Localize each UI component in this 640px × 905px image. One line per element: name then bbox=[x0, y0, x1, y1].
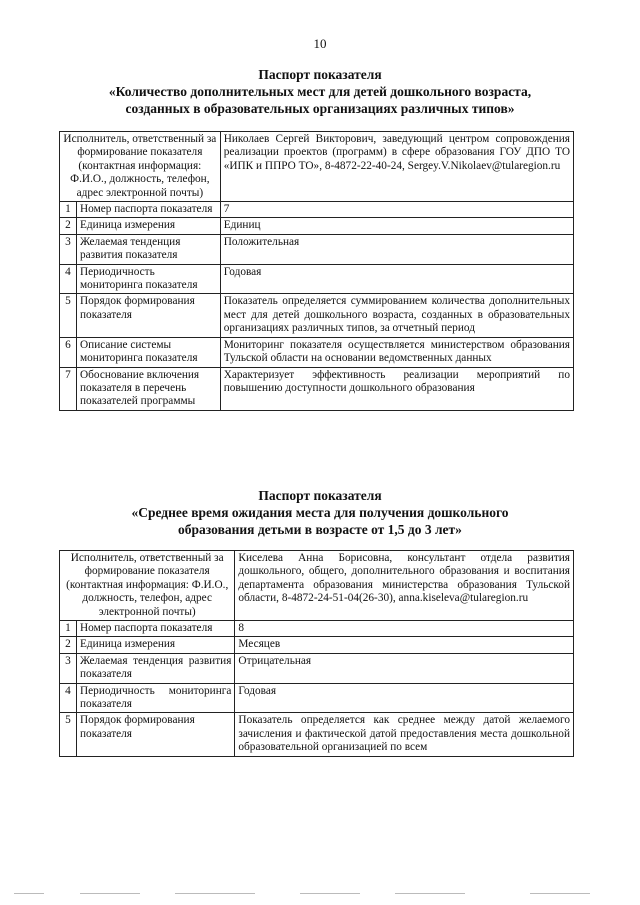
row-value: Годовая bbox=[220, 264, 573, 294]
row-number: 7 bbox=[60, 367, 77, 410]
table-row bbox=[60, 713, 574, 756]
row-label-word: Желаемая bbox=[80, 654, 128, 667]
row-label-rest: показателя bbox=[80, 668, 132, 681]
table-row bbox=[60, 653, 574, 683]
row-value: 7 bbox=[220, 202, 573, 218]
passport-2-title: Паспорт показателя bbox=[258, 488, 382, 503]
row-label: Единица измерения bbox=[77, 218, 221, 234]
table-row bbox=[60, 294, 574, 337]
row-number: 5 bbox=[60, 294, 77, 337]
row-label: Единица измерения bbox=[77, 637, 235, 653]
row-label: Периодичность мониторинга показателя bbox=[77, 264, 221, 294]
table-row bbox=[60, 337, 574, 367]
table-row bbox=[60, 367, 574, 410]
passport-1-title: Паспорт показателя bbox=[258, 67, 382, 82]
row-number: 5 bbox=[60, 713, 77, 756]
row-number: 4 bbox=[60, 264, 77, 294]
passport-2-subtitle-line2: образования детьми в возрасте от 1,5 до 3 лет» bbox=[178, 522, 462, 537]
table-row bbox=[60, 202, 574, 218]
passport-2-table bbox=[59, 550, 574, 757]
passport-2-heading bbox=[40, 487, 600, 538]
table-row bbox=[60, 218, 574, 234]
row-label: Номер паспорта показателя bbox=[77, 202, 221, 218]
passport-1-header-row bbox=[60, 132, 574, 202]
passport-1-subtitle-line1: «Количество дополнительных мест для детей дошкольного возраста, bbox=[108, 84, 532, 99]
row-value: Годовая bbox=[235, 683, 574, 713]
table-row bbox=[60, 264, 574, 294]
row-number: 1 bbox=[60, 202, 77, 218]
row-label-spread bbox=[80, 685, 231, 698]
page-number: 10 bbox=[313, 36, 327, 51]
row-label: Номер паспорта показателя bbox=[77, 621, 235, 637]
table-row bbox=[60, 683, 574, 713]
row-value: Отрицательная bbox=[235, 653, 574, 683]
row-label-word: Периодичность bbox=[80, 684, 155, 697]
row-value: Показатель определяется как среднее между датой желаемого зачисления и фактической датой предоставления места дошкольной образовательной организацией по всем bbox=[235, 713, 574, 756]
table-row bbox=[60, 234, 574, 264]
row-number: 6 bbox=[60, 337, 77, 367]
row-number: 2 bbox=[60, 218, 77, 234]
row-value: Мониторинг показателя осуществляется министерством образования Тульской области на основании ведомственных данных bbox=[220, 337, 573, 367]
table-row bbox=[60, 637, 574, 653]
row-label-word: тенденция bbox=[133, 654, 184, 667]
row-value: Единиц bbox=[220, 218, 573, 234]
passport-2-header-row bbox=[60, 551, 574, 621]
row-value: 8 bbox=[235, 621, 574, 637]
row-number: 2 bbox=[60, 637, 77, 653]
passport-2-header-value: Киселева Анна Борисовна, консультант отдела развития дошкольного, общего, дополнительного образования и воспитания департамента образования министерства образования Тульской области, 8-4872-24-51-04(26-30), anna.kiseleva@tularegion.ru bbox=[235, 551, 574, 621]
row-number: 1 bbox=[60, 621, 77, 637]
row-number: 3 bbox=[60, 234, 77, 264]
passport-2-subtitle-line1: «Среднее время ожидания места для получения дошкольного bbox=[131, 505, 509, 520]
row-label bbox=[77, 683, 235, 713]
row-number: 3 bbox=[60, 653, 77, 683]
passport-1-subtitle-line2: созданных в образовательных организациях различных типов» bbox=[125, 101, 515, 116]
row-value: Характеризует эффективность реализации мероприятий по повышению доступности дошкольного образования bbox=[220, 367, 573, 410]
scan-edge-noise bbox=[0, 893, 640, 897]
row-value: Месяцев bbox=[235, 637, 574, 653]
row-label-word: развития bbox=[188, 654, 232, 667]
row-value: Показатель определяется суммированием количества дополнительных мест для детей дошкольного возраста, созданных в образовательных организациях различных типов, за отчетный период bbox=[220, 294, 573, 337]
row-label-word: мониторинга bbox=[168, 684, 232, 697]
row-label: Желаемая тенденция развития показателя bbox=[77, 234, 221, 264]
passport-1-header-label: Исполнитель, ответственный за формирование показателя (контактная информация: Ф.И.О., должность, телефон, адрес электронной почты) bbox=[60, 132, 221, 202]
row-label: Порядок формирования показателя bbox=[77, 294, 221, 337]
table-row bbox=[60, 621, 574, 637]
row-label-spread bbox=[80, 655, 231, 668]
row-label: Описание системы мониторинга показателя bbox=[77, 337, 221, 367]
passport-2-header-label: Исполнитель, ответственный за формирование показателя (контактная информация: Ф.И.О., должность, телефон, адрес электронной почты) bbox=[60, 551, 235, 621]
row-label: Порядок формирования показателя bbox=[77, 713, 235, 756]
passport-1-table bbox=[59, 131, 574, 411]
row-label: Обоснование включения показателя в перечень показателей программы bbox=[77, 367, 221, 410]
row-number: 4 bbox=[60, 683, 77, 713]
row-value: Положительная bbox=[220, 234, 573, 264]
row-label-rest: показателя bbox=[80, 698, 132, 711]
passport-1-heading bbox=[40, 66, 600, 117]
passport-1-header-value: Николаев Сергей Викторович, заведующий центром сопровождения реализации проектов (программ) в сфере образования ГОУ ДПО ТО «ИПК и ППРО ТО», 8-4872-22-40-24, Sergey.V.Nikolaev@tularegion.ru bbox=[220, 132, 573, 202]
row-label bbox=[77, 653, 235, 683]
